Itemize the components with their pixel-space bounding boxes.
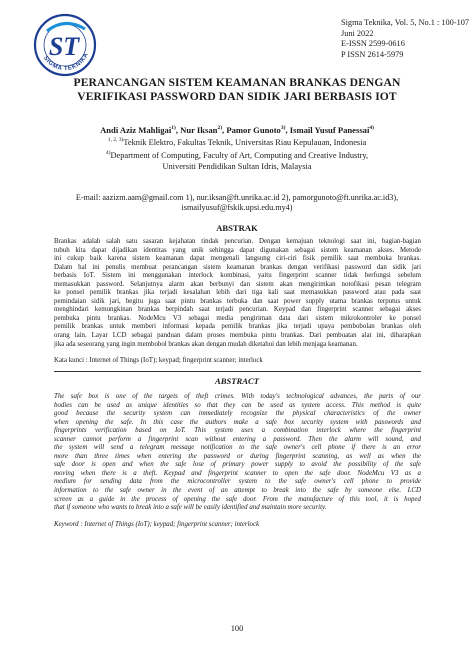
- paragraph-line: bodies can be used as unique identities so that they can be used as system access. This method is quite: [54, 401, 421, 409]
- paragraph-line: pemilik brankas untuk memberi informasi kepada pemilik brankas jika terjadi upaya pembobolan brankas oleh: [54, 323, 421, 331]
- paragraph-line: screen as a guide in the process of opening the safe door. From the manufacture of this tool, it is hoped: [54, 495, 421, 503]
- paragraph-line: memasukkan password. Selanjutnya alarm akan berbunyi dan sistem akan mengirimkan notofikasi pesan telegram: [54, 280, 421, 288]
- abstract-body: [54, 393, 421, 513]
- page-number: 100: [230, 624, 244, 633]
- paragraph-line: Brankas adalah salah satu sasaran kejahatan tindak pencurian. Dengan kemajuan teknologi saat ini, bagian-bagian: [54, 238, 421, 245]
- author-sup: 1): [171, 125, 176, 131]
- abstrak-keywords: Kata kunci : Internet of Things (IoT); keypad; fingerprint scanner; interlock: [54, 357, 263, 364]
- paragraph-line: more than three times when entering the password or during fingerprint scanning, as well as when the: [54, 452, 421, 460]
- paragraph-line: The safe box is one of the targets of theft crimes. With today's technological advances, the parts of our: [54, 393, 421, 400]
- paragraph-line: ini cukup baik karena sistem keamanan dapat mengenali langsung ciri-ciri fisik pemilik saat membuka brankas.: [54, 255, 421, 263]
- email-line: ismailyusuf@fskik.upsi.edu.my4): [181, 203, 293, 213]
- paragraph-line: that if someone who wants to break into a safe will be easily identified and maintain more security.: [54, 504, 327, 512]
- abstract-heading: ABSTRACT: [215, 376, 259, 386]
- paragraph-line: pemindaian sidik jari, begitu juga saat pintu brankas terbuka dan saat power supply utama brankas terputus untuk: [54, 297, 421, 305]
- author-sup: 3): [280, 125, 286, 131]
- logo-ring-text: SIGMA TEKNIKA: [42, 51, 90, 73]
- journal-info-line: P ISSN 2614-5979: [341, 49, 404, 59]
- journal-info: [341, 18, 469, 60]
- author-list: Andi Aziz Mahligai$^{1)}$, Nur Iksan$^{2)}$, Pamor Gunoto$^{3)}$, Ismail Yusuf Panessai$^{4)}$: [100, 124, 374, 135]
- paragraph-line: ke ponsel pemilik brankas jika terjadi kesalahan lebih dari tiga kali saat memasukkan password atau pada saat: [54, 289, 421, 297]
- paragraph-line: good because the security system can immediately recognize the physical characteristics of the owner: [54, 410, 421, 418]
- paragraph-line: fingerprints verification based on IoT. This system uses a combination interlock where the fingerprint: [54, 427, 421, 435]
- paragraph-line: moving when there is a theft. Keypad and fingerprint scanner to open the safe door. NodeMcu V3 as a: [54, 469, 421, 477]
- author-name: Pamor Gunoto: [226, 124, 281, 135]
- abstrak-body: [54, 238, 421, 349]
- author-name: Ismail Yusuf Panessai: [289, 124, 370, 135]
- title-line: PERANCANGAN SISTEM KEAMANAN BRANKAS DENGAN: [73, 76, 401, 89]
- section-divider: [54, 371, 421, 372]
- abstrak-heading: ABSTRAK: [216, 223, 258, 233]
- logo-monogram: ST: [48, 32, 80, 61]
- affiliation-line: $^{1, 2, 3)}$Teknik Elektro, Fakultas Teknik, Universitas Riau Kepulauan, Indonesia: [107, 137, 367, 147]
- author-sup: 2): [217, 125, 223, 131]
- paragraph-line: medium for sending data from the microcontroller system to the safe owner's cell phone to provide: [54, 478, 421, 486]
- affiliations: [20, 135, 454, 172]
- paper-title: [20, 76, 454, 103]
- paragraph-line: the system will send a telegram message notification to the safe owner's cell phone if there is an error: [54, 444, 421, 452]
- paragraph-line: information to the safe owner in the event of an attempt to break into the safe by someone else. LCD: [54, 487, 421, 495]
- journal-info-line: E-ISSN 2599-0616: [341, 39, 405, 49]
- author-name: Andi Aziz Mahligai: [100, 124, 172, 135]
- email-line: E-mail: aazizm.aam@gmail.com 1), nur.iksan@ft.unrika.ac.id 2), pamorgunoto@ft.unrika.ac.id3),: [75, 193, 399, 202]
- author-name: Nur Iksan: [180, 124, 218, 135]
- paragraph-line: tubuh kita dapat dijadikan identitas yang unik sehingga dapat digunakan sebagai sistem keamanan akses. Metode: [54, 246, 421, 254]
- paragraph-line: jika ada seseorang yang ingin membobol brankas akan dengan mudah diketahui dan lebih menjaga keamanan.: [54, 340, 358, 348]
- affiliation-line: $^{4)}$Department of Computing, Faculty of Art, Computing and Creative Industry,: [105, 150, 369, 161]
- paragraph-line: safe door is open and when the safe lose of primary power supply to avoid the possibility of the safe: [54, 461, 421, 469]
- paragraph-line: when opening the safe. In this case the authors make a safe box security system with passwords and: [54, 418, 421, 426]
- author-emails: [50, 193, 424, 214]
- paragraph-line: scanner cannot perform a fingerprint scan without entering a password. Then the alarm will sound, and: [54, 435, 421, 443]
- paragraph-line: Dalam hal ini penulis membuat perancangan sistem keamanan brankas dengan verifikasi password dan sidik jari: [54, 263, 421, 271]
- title-line: VERIFIKASI PASSWORD DAN SIDIK JARI BERBASIS IOT: [77, 89, 397, 103]
- abstract-keywords: Keyword : Internet of Things (IoT); keypad; fingerprint scanner; interlock: [54, 521, 260, 528]
- author-sup: 4): [369, 125, 374, 131]
- paragraph-line: berbasis IoT. Sistem ini menggunakan interlock kombinasi, yaitu fingerprint scanner tidak berfungsi sebelum: [54, 272, 421, 280]
- paragraph-line: orang lain. Layar LCD sebagai panduan dalam proses membuka pintu brankas. Dari pembuatan alat ini, diharapkan: [54, 332, 421, 340]
- affiliation-line: Universiti Pendidikan Sultan Idris, Malaysia: [162, 161, 312, 171]
- paragraph-line: pembuka pintu brankas. NodeMcu V3 sebagai media pengiriman data dari sistem mikrokontroler ke ponsel: [54, 314, 421, 322]
- journal-info-line: Juni 2022: [341, 28, 374, 38]
- paragraph-line: menghindari kemungkinan brankas berpindah saat terjadi pencurian. Keypad dan fingerprint scanner sebagai akses: [54, 306, 421, 314]
- journal-info-line: Sigma Teknika, Vol. 5, No.1 : 100-107: [341, 18, 470, 27]
- journal-logo: [33, 13, 97, 77]
